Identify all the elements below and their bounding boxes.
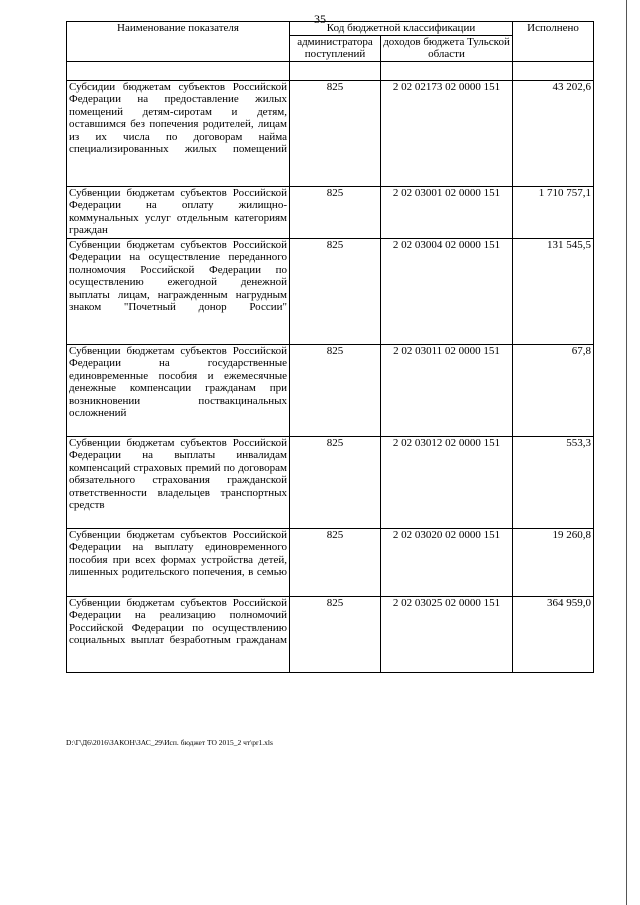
executed-amount: 364 959,0 <box>513 596 594 672</box>
header-income: доходов бюджета Тульской области <box>381 35 513 61</box>
header-executed: Исполнено <box>513 22 594 62</box>
header-spacer <box>67 61 594 80</box>
indicator-name: Субвенции бюджетам субъектов Российской Федерации на оплату жилищно-коммунальных услуг отдельным категориям граждан <box>67 186 290 238</box>
admin-code: 825 <box>290 186 381 238</box>
admin-code: 825 <box>290 344 381 436</box>
admin-code: 825 <box>290 596 381 672</box>
executed-amount: 43 202,6 <box>513 80 594 186</box>
table-row <box>67 436 594 528</box>
income-code: 2 02 03001 02 0000 151 <box>381 186 513 238</box>
indicator-name: Субвенции бюджетам субъектов Российской Федерации на выплаты инвалидам компенсаций страховых премий по договорам обязательного страхования гражданской ответственности владельцев транспортных средств <box>67 436 290 528</box>
scan-edge-line <box>626 0 627 905</box>
table-row <box>67 528 594 596</box>
table-row <box>67 344 594 436</box>
income-code: 2 02 03011 02 0000 151 <box>381 344 513 436</box>
page-number: 35 <box>314 12 326 26</box>
table-body <box>67 80 594 672</box>
executed-amount: 131 545,5 <box>513 238 594 344</box>
admin-code: 825 <box>290 238 381 344</box>
admin-code: 825 <box>290 80 381 186</box>
executed-amount: 553,3 <box>513 436 594 528</box>
executed-amount: 1 710 757,1 <box>513 186 594 238</box>
income-code: 2 02 03025 02 0000 151 <box>381 596 513 672</box>
table-row <box>67 238 594 344</box>
income-code: 2 02 03004 02 0000 151 <box>381 238 513 344</box>
income-code: 2 02 03012 02 0000 151 <box>381 436 513 528</box>
file-path: D:\Г\Д6\2016\ЗАКОН\ЗАС_29\Исп. бюджет ТО 2015_2 чт\pr1.xls <box>66 738 273 747</box>
indicator-name: Субсидии бюджетам субъектов Российской Федерации на предоставление жилых помещений детям-сиротам и детям, оставшимся без попечения родителей, лицам из их числа по договорам найма специализированных жилых помещений <box>67 80 290 186</box>
executed-amount: 67,8 <box>513 344 594 436</box>
indicator-name: Субвенции бюджетам субъектов Российской Федерации на выплату единовременного пособия при всех формах устройства детей, лишенных родительского попечения, в семью <box>67 528 290 596</box>
indicator-name: Субвенции бюджетам субъектов Российской Федерации на осуществление переданного полномочия Российской Федерации по осуществлению ежегодной денежной выплаты лицам, награжденным нагрудным знаком "Почетный донор России" <box>67 238 290 344</box>
table-row <box>67 80 594 186</box>
indicator-name: Субвенции бюджетам субъектов Российской Федерации на реализацию полномочий Российской Федерации по осуществлению социальных выплат безработным гражданам <box>67 596 290 672</box>
budget-table <box>66 21 594 673</box>
header-admin: администратора поступлений <box>290 35 381 61</box>
table-header <box>67 22 594 81</box>
header-code-group: Код бюджетной классификации <box>290 22 513 36</box>
header-name: Наименование показателя <box>67 22 290 62</box>
table-row <box>67 596 594 672</box>
admin-code: 825 <box>290 528 381 596</box>
income-code: 2 02 02173 02 0000 151 <box>381 80 513 186</box>
admin-code: 825 <box>290 436 381 528</box>
indicator-name: Субвенции бюджетам субъектов Российской Федерации на государственные единовременные пособия и ежемесячные денежные компенсации гражданам при возникновении поствакцинальных осложнений <box>67 344 290 436</box>
table-row <box>67 186 594 238</box>
executed-amount: 19 260,8 <box>513 528 594 596</box>
income-code: 2 02 03020 02 0000 151 <box>381 528 513 596</box>
